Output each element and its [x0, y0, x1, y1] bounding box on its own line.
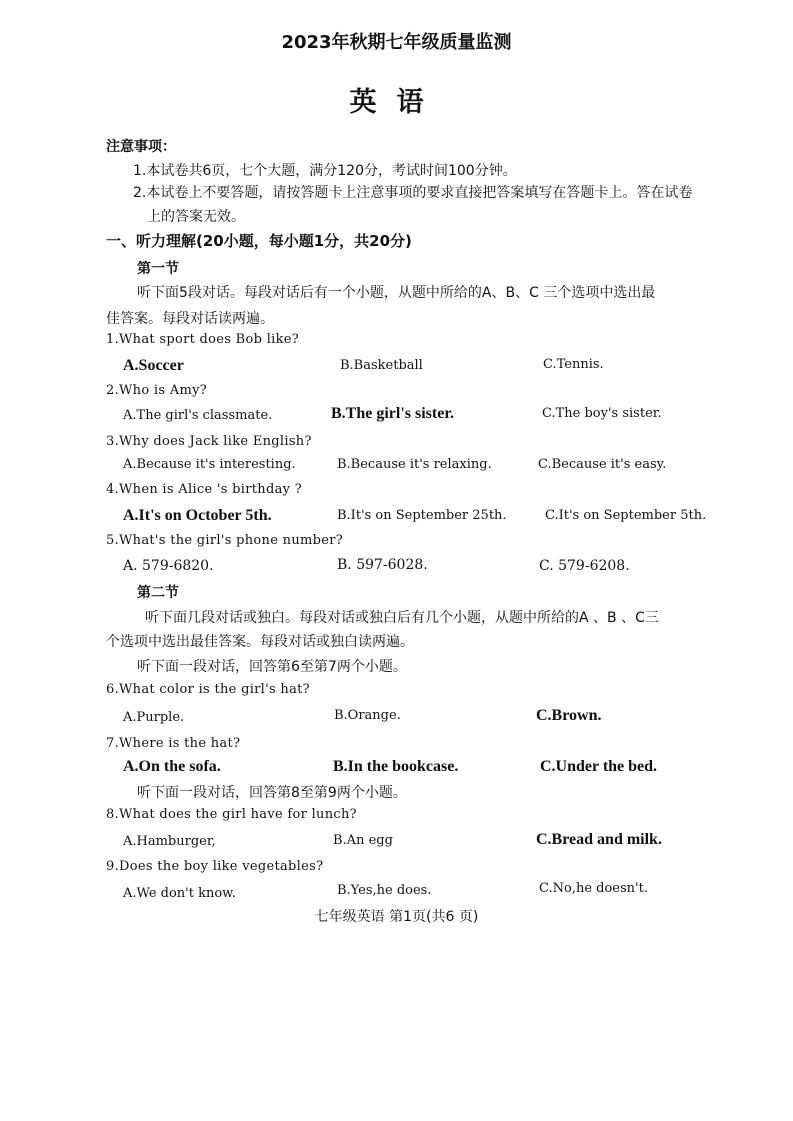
- part1-heading: 第一节: [137, 261, 179, 277]
- notes-heading: 注意事项：: [106, 139, 176, 155]
- question-5: 5.What's the girl's phone number?: [106, 533, 344, 548]
- q5-option-a: A. 579-6820.: [123, 558, 214, 574]
- page-footer: 七年级英语 第1页(共6 页): [314, 909, 479, 925]
- notes-item-2-line-2: 上的答案无效。: [147, 209, 245, 225]
- q1-option-a: A.Soccer: [123, 357, 184, 374]
- q4-option-c: C.It's on September 5th.: [545, 508, 707, 523]
- q2-option-a: A.The girl's classmate.: [123, 408, 273, 423]
- question-2: 2.Who is Amy?: [106, 383, 207, 398]
- q5-option-b: B. 597-6028.: [337, 557, 428, 573]
- q4-option-a: A.It's on October 5th.: [123, 507, 272, 524]
- q6-option-a: A.Purple.: [123, 710, 185, 725]
- subject-title: 英语: [349, 87, 444, 118]
- part1-instruction-line-2: 佳答案。每段对话读两遍。: [106, 311, 274, 327]
- q3-option-a: A.Because it's interesting.: [123, 457, 296, 472]
- notes-item-1: 1.本试卷共6页，七个大题，满分120分，考试时间100分钟。: [133, 163, 517, 179]
- q3-option-b: B.Because it's relaxing.: [337, 457, 492, 472]
- q3-option-c: C.Because it's easy.: [538, 457, 667, 472]
- q2-option-b: B.The girl's sister.: [331, 405, 454, 422]
- question-9: 9.Does the boy like vegetables?: [106, 859, 324, 874]
- q5-option-c: C. 579-6208.: [539, 558, 630, 574]
- q7-option-a: A.On the sofa.: [123, 758, 221, 775]
- group-2-instruction: 听下面一段对话，回答第8至第9两个小题。: [137, 785, 407, 801]
- q1-option-c: C.Tennis.: [543, 357, 604, 372]
- group-1-instruction: 听下面一段对话，回答第6至第7两个小题。: [137, 659, 407, 675]
- part2-instruction-line-2: 个选项中选出最佳答案。每段对话或独白读两遍。: [106, 634, 414, 650]
- q9-option-b: B.Yes,he does.: [337, 883, 432, 898]
- question-6: 6.What color is the girl's hat?: [106, 682, 310, 697]
- question-4: 4.When is Alice 's birthday ?: [106, 482, 302, 497]
- part1-instruction-line-1: 听下面5段对话。每段对话后有一个小题，从题中所给的A、B、C 三个选项中选出最: [137, 285, 656, 301]
- q7-option-b: B.In the bookcase.: [333, 758, 459, 775]
- q1-option-b: B.Basketball: [340, 358, 423, 373]
- part2-heading: 第二节: [137, 585, 179, 601]
- q4-option-b: B.It's on September 25th.: [337, 508, 507, 523]
- q8-option-b: B.An egg: [333, 833, 393, 848]
- section-heading: 一、听力理解(20小题，每小题1分，共20分): [106, 232, 412, 250]
- q6-option-b: B.Orange.: [334, 708, 401, 723]
- q6-option-c: C.Brown.: [536, 707, 602, 724]
- q7-option-c: C.Under the bed.: [540, 758, 658, 775]
- notes-item-2-line-1: 2.本试卷上不要答题，请按答题卡上注意事项的要求直接把答案填写在答题卡上。答在试卷: [133, 185, 693, 201]
- question-8: 8.What does the girl have for lunch?: [106, 807, 357, 822]
- q9-option-c: C.No,he doesn't.: [539, 881, 648, 896]
- q9-option-a: A.We don't know.: [123, 886, 236, 901]
- q2-option-c: C.The boy's sister.: [542, 406, 662, 421]
- question-1: 1.What sport does Bob like?: [106, 332, 300, 347]
- question-3: 3.Why does Jack like English?: [106, 434, 312, 449]
- exam-title: 2023年秋期七年级质量监测: [281, 32, 512, 53]
- question-7: 7.Where is the hat?: [106, 736, 241, 751]
- part2-instruction-line-1: 听下面几段对话或独白。每段对话或独白后有几个小题，从题中所给的A 、B 、C三: [145, 610, 659, 626]
- q8-option-c: C.Bread and milk.: [536, 831, 662, 848]
- q8-option-a: A.Hamburger,: [123, 834, 216, 849]
